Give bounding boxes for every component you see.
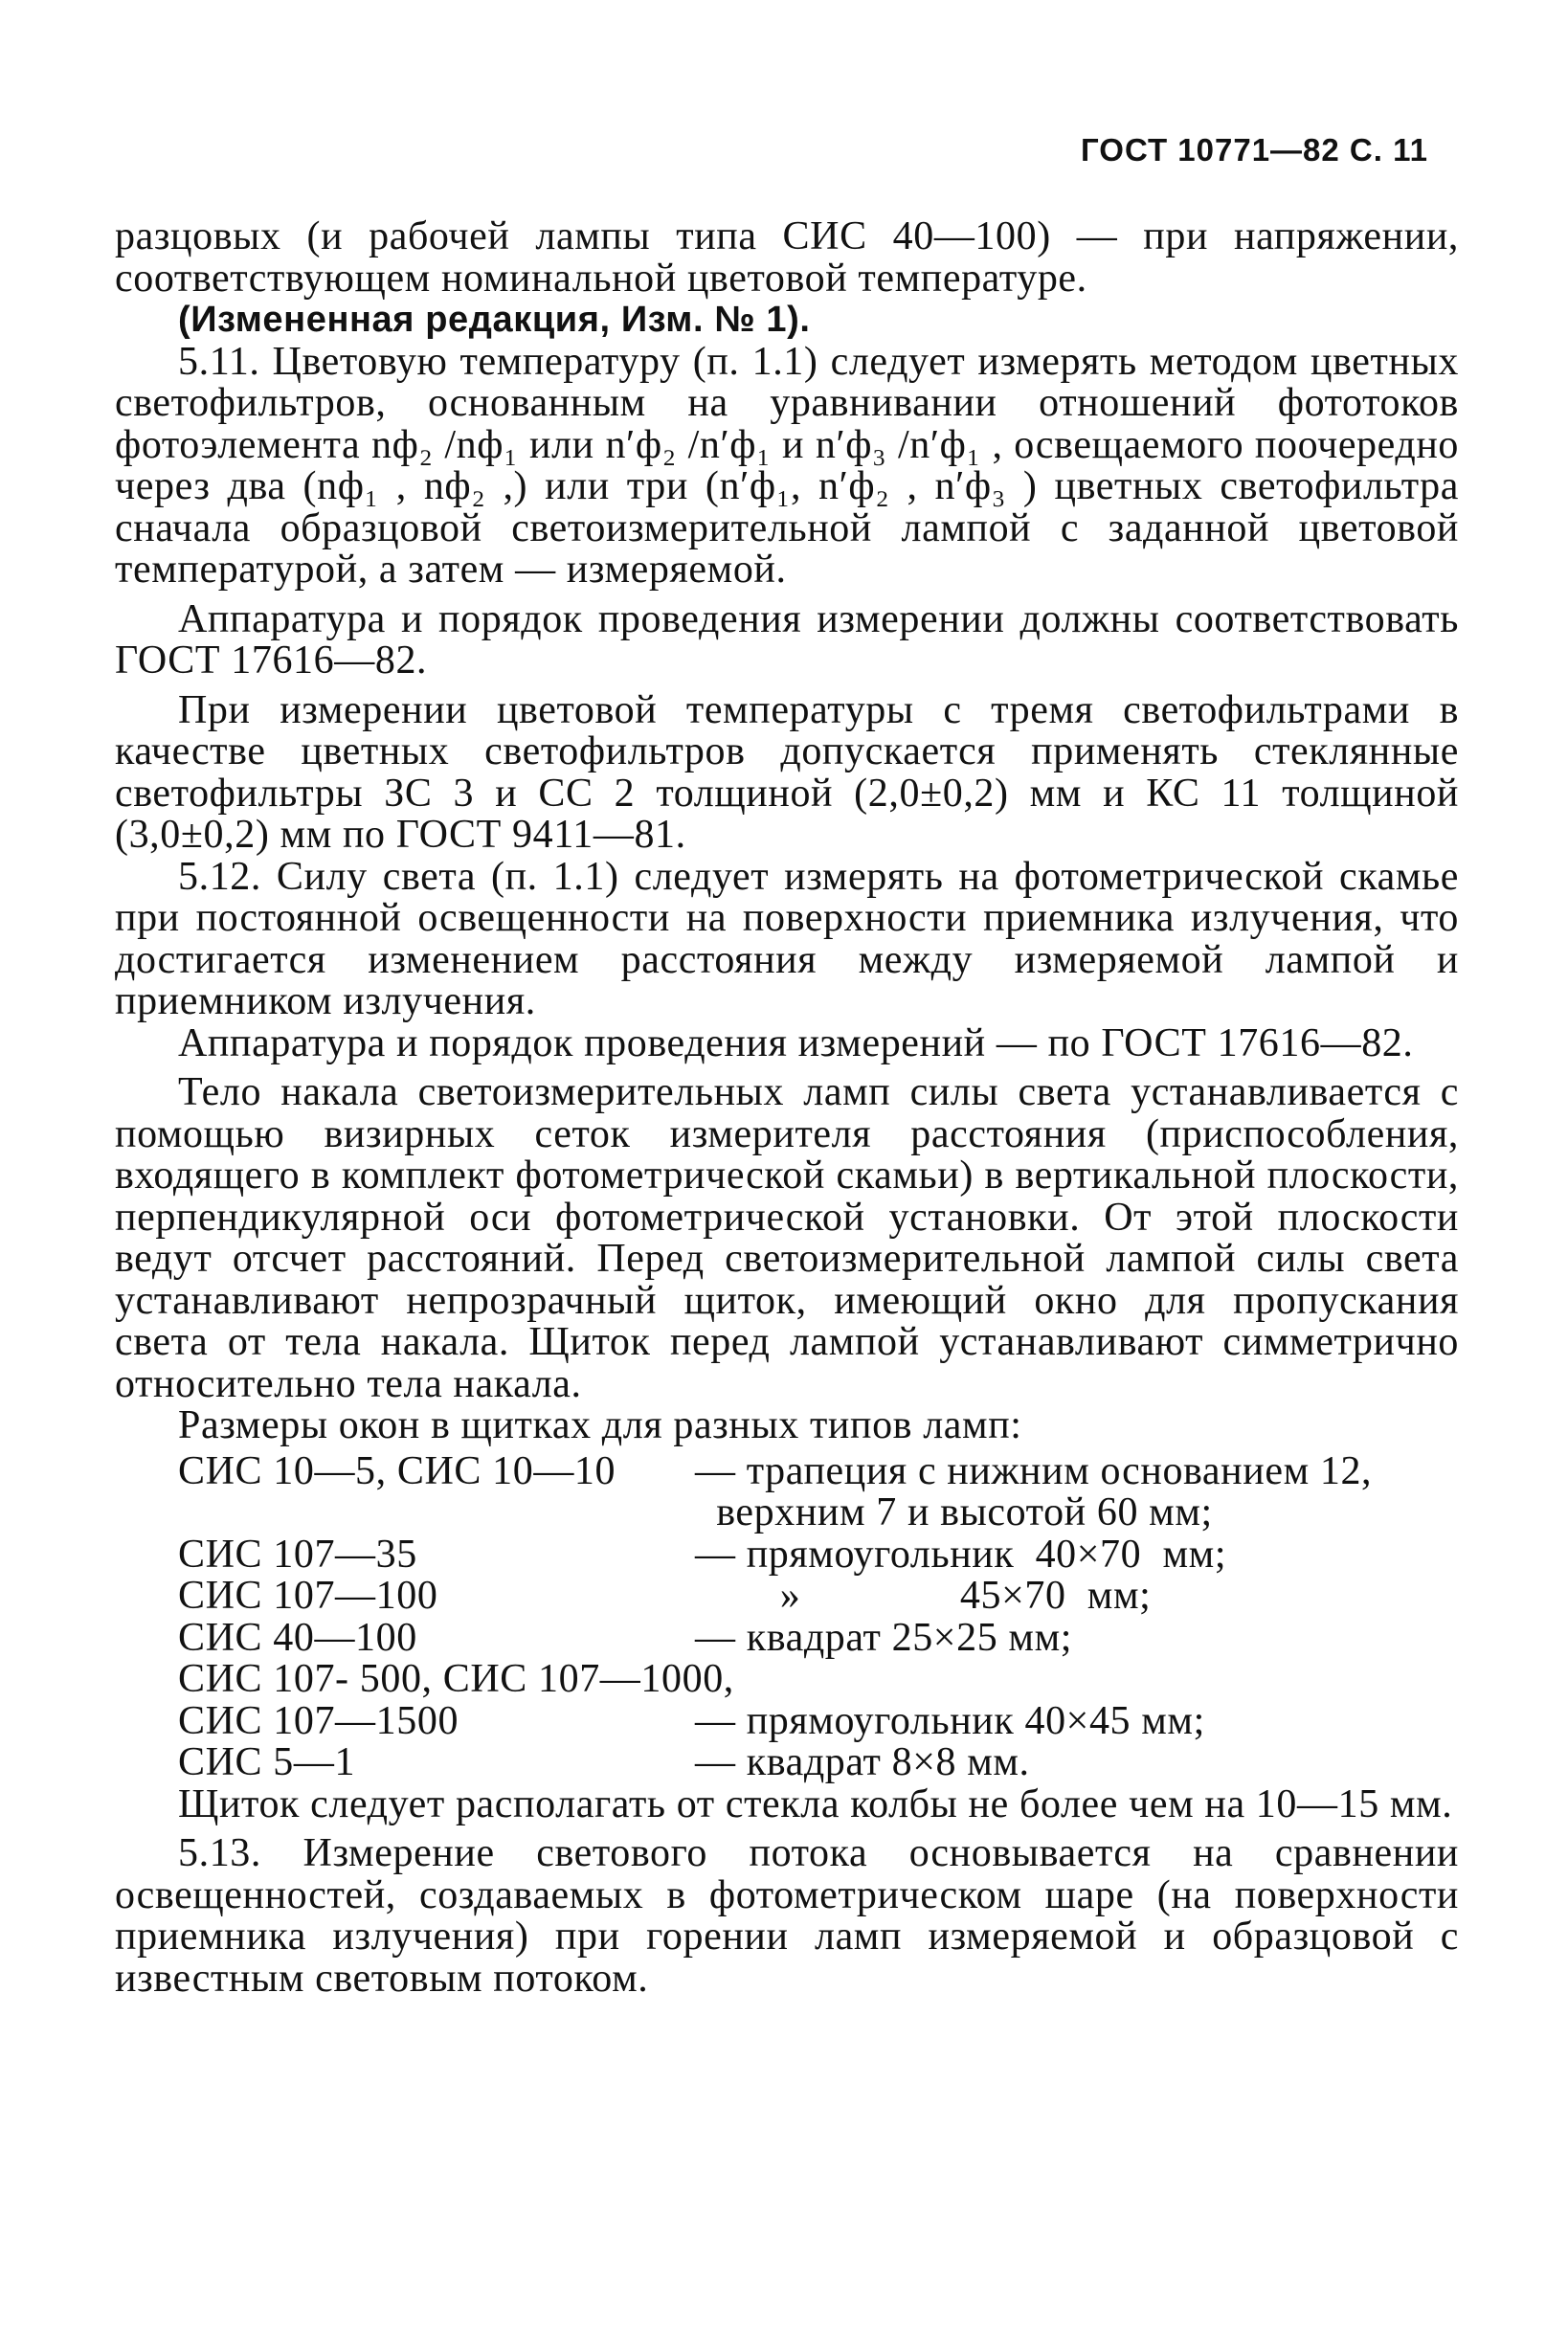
amendment-note: (Измененная редакция, Изм. № 1).: [178, 300, 811, 340]
lamp-type: СИС 10—5, СИС 10—10: [178, 1448, 616, 1493]
paragraph-window-sizes-intro: Размеры окон в щитках для разных типов ламп:: [178, 1403, 1022, 1447]
lamp-type: СИС 5—1: [178, 1740, 356, 1784]
list-item: [178, 1659, 1372, 1701]
lamp-type: СИС 107- 500, СИС 107—1000,: [178, 1657, 734, 1701]
paragraph-5-12: 5.12. Силу света (п. 1.1) следует измерять на фотометрической скамье при постоянной освещенности на поверхности приемника излучения, что достигается изменением расстояния между измеряемой лампой и приемником излучения.: [115, 854, 1459, 1023]
body-text: [115, 216, 1459, 2000]
window-size: — прямоугольник 40×45 мм;: [695, 1698, 1205, 1743]
lamp-type: [178, 1492, 695, 1534]
paragraph-apparatus-1: Аппаратура и порядок проведения измерении должны соответствовать ГОСТ 17616—82.: [115, 596, 1459, 683]
list-item: [178, 1742, 1372, 1784]
window-size: — квадрат 25×25 мм;: [695, 1615, 1073, 1660]
window-size: — трапеция с нижним основанием 12,: [695, 1448, 1373, 1493]
paragraph-apparatus-2: Аппаратура и порядок проведения измерений — по ГОСТ 17616—82.: [178, 1020, 1414, 1065]
list-item: [178, 1534, 1372, 1577]
lamp-type: СИС 107—100: [178, 1574, 438, 1618]
list-item: [178, 1701, 1372, 1743]
list-item: [178, 1492, 1372, 1534]
paragraph-5-11: 5.11. Цветовую температуру (п. 1.1) следует измерять методом цветных светофильтров, основанным на уравнивании отношений фототоков фотоэлемента nф₂ /nф₁ или n′ф₂ /n′ф₁ и n′ф₃ /n′ф₁ , освещаемого поочередно через два (nф₁ , nф₂ ,) или три (n′ф₁, n′ф₂ , n′ф₃ ) цветных светофильтра сначала образцовой светоизмерительной лампой с заданной цветовой температурой, а затем — измеряемой.: [115, 339, 1459, 592]
list-item: [178, 1576, 1372, 1618]
list-item: [178, 1618, 1372, 1660]
lamp-type: СИС 107—1500: [178, 1698, 459, 1743]
paragraph-continuation: разцовых (и рабочей лампы типа СИС 40—100) — при напряжении, соответствующем номинальной цветовой температуре.: [115, 214, 1459, 301]
lamp-type: СИС 40—100: [178, 1615, 417, 1660]
lamp-type: СИС 107—35: [178, 1532, 417, 1577]
paragraph-filament: Тело накала светоизмерительных ламп силы света устанавливается с помощью визирных сеток измерителя расстояния (приспособления, входящего в комплект фотометрической скамьи) в вертикальной плоскости, перпендикулярной оси фотометрической установки. От этой плоскости ведут отсчет расстояний. Перед светоизмерительной лампой силы света устанавливают непрозрачный щиток, имеющий окно для пропускания света от тела накала. Щиток перед лампой устанавливают симметрично относительно тела накала.: [115, 1070, 1459, 1406]
paragraph-shield-distance: Щиток следует располагать от стекла колбы не более чем на 10—15 мм.: [178, 1781, 1453, 1826]
window-size: — прямоугольник 40×70 мм;: [695, 1532, 1227, 1577]
window-sizes-list: [178, 1448, 1373, 1784]
paragraph-filters: При измерении цветовой температуры с тремя светофильтрами в качестве цветных светофильтров допускается применять стеклянные светофильтры ЗС 3 и СС 2 толщиной (2,0±0,2) мм и КС 11 толщиной (3,0±0,2) мм по ГОСТ 9411—81.: [115, 687, 1459, 857]
window-size: верхним 7 и высотой 60 мм;: [695, 1490, 1213, 1534]
window-size: » 45×70 мм;: [695, 1574, 1152, 1618]
running-title: ГОСТ 10771—82 С. 11: [1081, 132, 1428, 168]
list-item: [178, 1451, 1372, 1493]
paragraph-5-13: 5.13. Измерение светового потока основывается на сравнении освещенностей, создаваемых в фотометрическом шаре (на поверхности приемника излучения) при горении ламп измеряемой и образцовой с известным световым потоком.: [115, 1831, 1459, 2001]
window-size: — квадрат 8×8 мм.: [695, 1740, 1030, 1784]
